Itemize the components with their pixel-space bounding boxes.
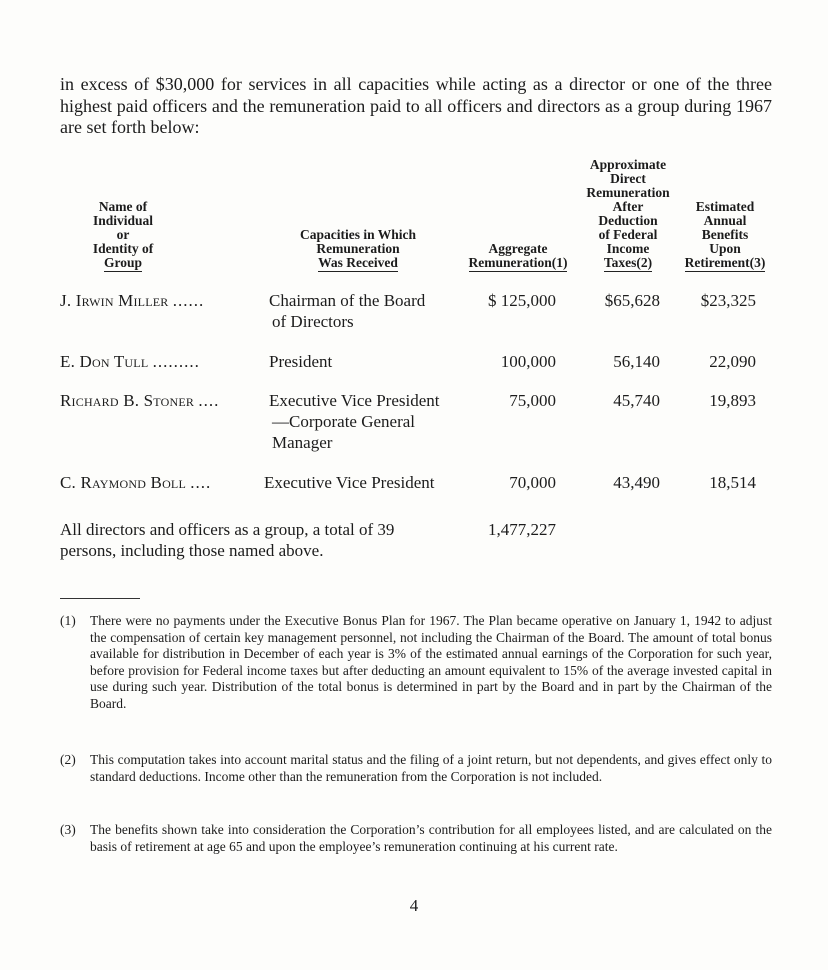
footnote-2 (60, 752, 772, 785)
footnote-marker: (3) (60, 822, 76, 837)
person-name: C. Raymond Boll (60, 473, 186, 492)
direct-cell: $65,628 (604, 291, 660, 310)
group-total-aggregate: 1,477,227 (488, 520, 556, 539)
header-direct-line: Approximate (589, 157, 667, 172)
header-direct-line: Direct (610, 171, 646, 186)
header-estimated-line: Estimated (695, 199, 755, 214)
header-capacities (270, 228, 446, 272)
retirement-cell: $23,325 (700, 291, 756, 310)
dot-leader: ...... (172, 291, 205, 310)
table-row-name (60, 351, 200, 372)
capacity-line: Manager (272, 433, 333, 452)
dot-leader: .... (190, 473, 212, 492)
capacity-line: of Directors (272, 312, 354, 331)
header-name (68, 200, 178, 272)
footnote-text: There were no payments under the Executive Bonus Plan for 1967. The Plan became operative on January 1, 1942 to adjust the compensation of certain key management personnel, not including the Chairman of the Board. The amount of total bonus available for distribution in December of each year is 3% of the estimated annual earnings of the Corporation for such year, before provision for Federal income taxes but after deducting an amount equivalent to 15% of the average invested capital in use during such year. Distribution of the total bonus is determined in part by the Board and in part by the Chairman of the Board. (90, 613, 772, 711)
aggregate-cell: 70,000 (509, 473, 556, 492)
footnote-text: This computation takes into account marital status and the filing of a joint return, but not dependents, and gives effect only to standard deductions. Income other than the remuneration from the Corporation is not included. (90, 752, 772, 784)
aggregate-cell: 75,000 (509, 391, 556, 410)
header-direct-line: After (612, 199, 644, 214)
person-name: J. Irwin Miller (60, 291, 169, 310)
header-direct (574, 158, 682, 272)
capacity-line: President (269, 352, 333, 371)
footnote-3 (60, 822, 772, 855)
footnote-1 (60, 613, 772, 712)
header-name-line: Name of (98, 199, 148, 214)
dot-leader: ......... (152, 352, 200, 371)
table-row-capacity (269, 351, 332, 372)
header-name-line: or (116, 227, 130, 242)
header-direct-line: Deduction (598, 213, 658, 228)
table-row-name (60, 472, 211, 493)
table-row-name (60, 390, 219, 411)
header-capacities-line: Was Received (318, 255, 398, 270)
dot-leader: .... (198, 391, 220, 410)
footnote-text: The benefits shown take into consideration the Corporation’s contribution for all employees listed, and are calculated on the basis of retirement at age 65 and upon the employee’s remuneration continuing at his current rate. (90, 822, 772, 854)
header-estimated-line: Benefits (701, 227, 749, 242)
footnote-marker: (1) (60, 613, 76, 628)
aggregate-cell: 100,000 (500, 352, 556, 371)
retirement-cell: 18,514 (709, 473, 756, 492)
direct-cell: 45,740 (613, 391, 660, 410)
retirement-cell: 19,893 (709, 391, 756, 410)
header-aggregate (456, 242, 580, 272)
header-estimated-line: Upon (709, 241, 741, 256)
capacity-line: Chairman of the Board (269, 291, 426, 310)
header-estimated (672, 200, 778, 272)
person-name: Richard B. Stoner (60, 391, 195, 410)
footnote-marker: (2) (60, 752, 76, 767)
capacity-line: Executive Vice President (269, 391, 440, 410)
person-name: E. Don Tull (60, 352, 149, 371)
header-capacities-line: Capacities in Which (299, 227, 416, 242)
direct-cell: 56,140 (613, 352, 660, 371)
header-name-line: Individual (92, 213, 154, 228)
intro-paragraph: in excess of $30,000 for services in all capacities while acting as a director or one of the three highest paid officers and the remuneration paid to all officers and directors as a group during 1967 are set forth below: (60, 74, 772, 137)
capacity-line: —Corporate General (272, 412, 416, 431)
group-total-label: All directors and officers as a group, a total of 39 persons, including those named above. (60, 520, 395, 560)
header-direct-line: Income (606, 241, 650, 256)
header-direct-line: of Federal (598, 227, 658, 242)
footnote-divider (60, 598, 140, 599)
aggregate-cell: $ 125,000 (488, 291, 556, 310)
header-direct-line: Taxes(2) (603, 255, 653, 270)
header-estimated-line: Annual (703, 213, 747, 228)
direct-cell: 43,490 (613, 473, 660, 492)
header-aggregate-line: Aggregate (488, 241, 548, 256)
table-row-name (60, 290, 204, 311)
table-row-capacity (264, 472, 435, 493)
table-row-capacity (269, 390, 440, 453)
header-estimated-line: Retirement(3) (684, 255, 766, 270)
header-capacities-line: Remuneration (316, 241, 400, 256)
header-name-line: Group (103, 255, 142, 270)
header-name-line: Identity of (92, 241, 154, 256)
capacity-line: Executive Vice President (264, 473, 435, 492)
retirement-cell: 22,090 (709, 352, 756, 371)
header-direct-line: Remuneration (586, 185, 670, 200)
header-aggregate-line: Remuneration(1) (468, 255, 568, 270)
page-number: 4 (409, 896, 419, 915)
table-row-capacity (269, 290, 425, 332)
